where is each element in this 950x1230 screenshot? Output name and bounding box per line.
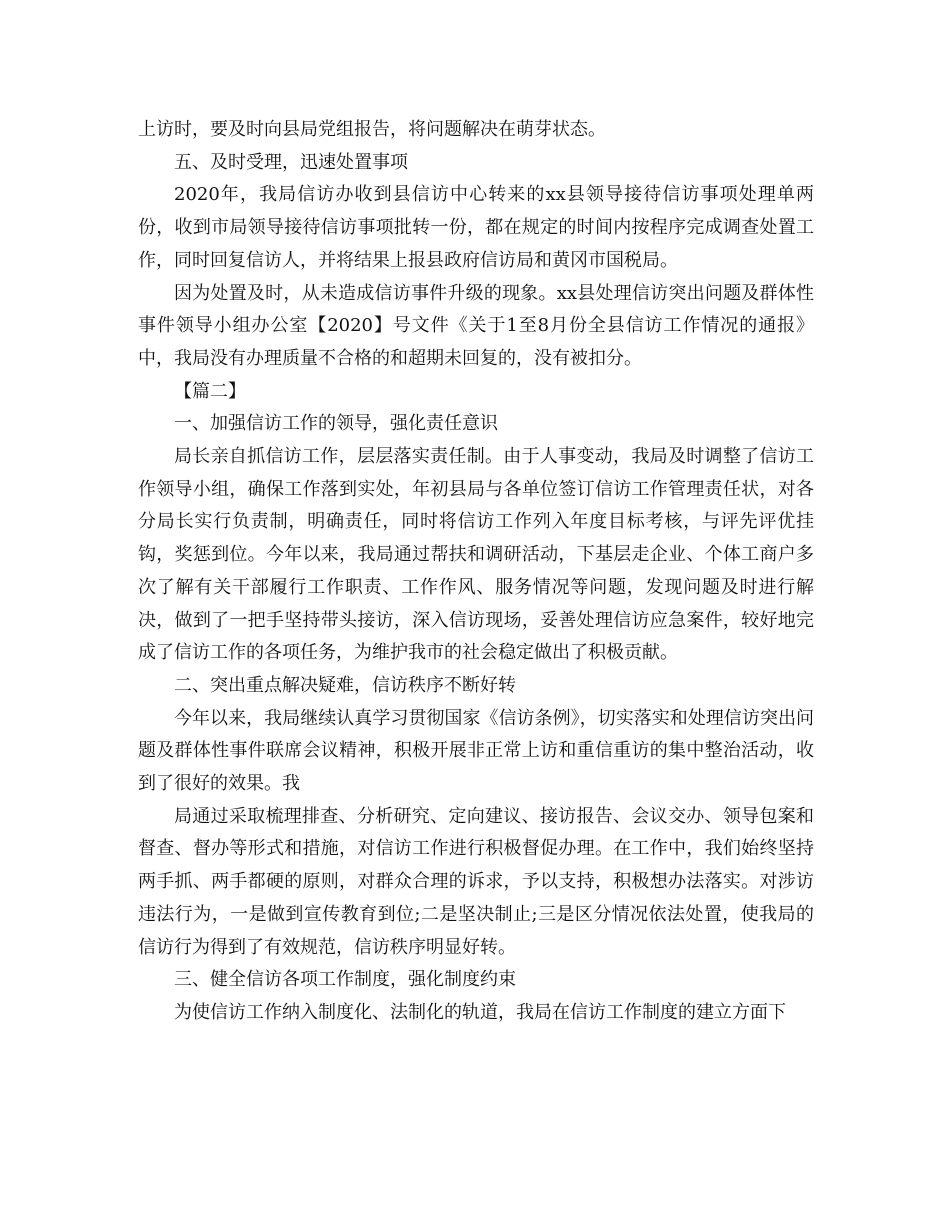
paragraph: 2020年，我局信访办收到县信访中心转来的xx县领导接待信访事项处理单两份，收到市局领导接待信访事项批转一份，都在规定的时间内按程序完成调查处置工作，同时回复信访人，并将结果上报县政府信访局和黄冈市国税局。 xyxy=(138,184,814,271)
paragraph: 为使信访工作纳入制度化、法制化的轨道，我局在信访工作制度的建立方面下 xyxy=(174,1001,786,1023)
section-heading-1: 一、加强信访工作的领导，强化责任意识 xyxy=(174,413,498,435)
paragraph: 因为处置及时，从未造成信访事件升级的现象。xx县处理信访突出问题及群体性事件领导小组办公室【2020】号文件《关于1至8月份全县信访工作情况的通报》中，我局没有办理质量不合格的和超期未回复的，没有被扣分。 xyxy=(138,282,814,369)
part-heading: 【篇二】 xyxy=(174,380,246,402)
section-heading-2: 二、突出重点解决疑难，信访秩序不断好转 xyxy=(174,674,516,696)
section-heading-3: 三、健全信访各项工作制度，强化制度约束 xyxy=(174,969,516,991)
document-body xyxy=(138,114,814,1030)
section-heading-5: 五、及时受理，迅速处置事项 xyxy=(174,151,408,173)
paragraph-continuation: 上访时，要及时向县局党组报告，将问题解决在萌芽状态。 xyxy=(138,119,606,140)
paragraph: 局通过采取梳理排查、分析研究、定向建议、接访报告、会议交办、领导包案和督查、督办等形式和措施，对信访工作进行积极督促办理。在工作中，我们始终坚持两手抓、两手都硬的原则，对群众合理的诉求，予以支持，积极想办法落实。对涉访违法行为，一是做到宣传教育到位;二是坚决制止;三是区分情况依法处置，使我局的信访行为得到了有效规范，信访秩序明显好转。 xyxy=(138,805,814,958)
paragraph: 今年以来，我局继续认真学习贯彻国家《信访条例》，切实落实和处理信访突出问题及群体性事件联席会议精神，积极开展非正常上访和重信重访的集中整治活动，收到了很好的效果。我 xyxy=(138,707,814,795)
paragraph: 局长亲自抓信访工作，层层落实责任制。由于人事变动，我局及时调整了信访工作领导小组，确保工作落到实处，年初县局与各单位签订信访工作管理责任状，对各分局长实行负责制，明确责任，同时将信访工作列入年度目标考核，与评先评优挂钩，奖惩到位。今年以来，我局通过帮扶和调研活动，下基层走企业、个体工商户多次了解有关干部履行工作职责、工作作风、服务情况等问题，发现问题及时进行解决，做到了一把手坚持带头接访，深入信访现场，妥善处理信访应急案件，较好地完成了信访工作的各项任务，为维护我市的社会稳定做出了积极贡献。 xyxy=(138,446,814,664)
